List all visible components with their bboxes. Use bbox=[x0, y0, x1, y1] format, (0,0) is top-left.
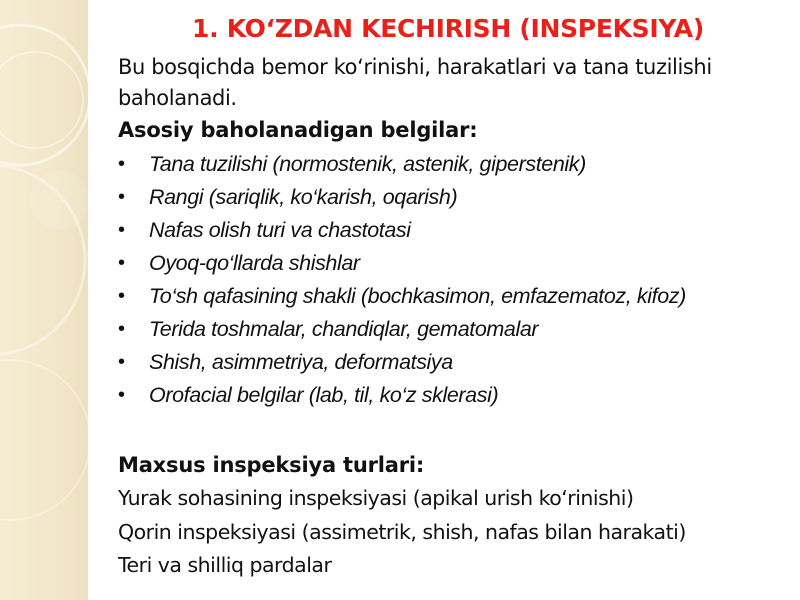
list-item: • Terida toshmalar, chandiqlar, gematomalar bbox=[118, 313, 788, 346]
special-item: Qorin inspeksiyasi (assimetrik, shish, nafas bilan harakati) bbox=[118, 520, 686, 544]
list-item: • To‘sh qafasining shakli (bochkasimon, emfazematoz, kifoz) bbox=[118, 280, 788, 313]
bullet-icon: • bbox=[118, 384, 125, 406]
list-item: • Rangi (sariqlik, ko‘karish, oqarish) bbox=[118, 181, 788, 214]
list-item: • Oyoq-qo‘llarda shishlar bbox=[118, 247, 788, 280]
list-item: • Shish, asimmetriya, deformatsiya bbox=[118, 346, 788, 379]
intro-paragraph: Bu bosqichda bemor ko‘rinishi, harakatlari va tana tuzilishi baholanadi. bbox=[118, 55, 712, 110]
list-item: • Orofacial belgilar (lab, til, ko‘z sklerasi) bbox=[118, 379, 788, 412]
list-item: • Tana tuzilishi (normostenik, astenik, giperstenik) bbox=[118, 148, 788, 181]
special-item: Yurak sohasining inspeksiyasi (apikal urish ko‘rinishi) bbox=[118, 486, 634, 510]
bullet-icon: • bbox=[118, 153, 125, 175]
list-item: • Nafas olish turi va chastotasi bbox=[118, 214, 788, 247]
bullet-icon: • bbox=[118, 351, 125, 373]
slide-title: 1. KO‘ZDAN KECHIRISH (INSPEKSIYA) bbox=[192, 14, 704, 43]
bullet-icon: • bbox=[118, 285, 125, 307]
special-item: Teri va shilliq pardalar bbox=[118, 553, 332, 577]
special-inspection-heading: Maxsus inspeksiya turlari: bbox=[118, 453, 425, 477]
signs-list bbox=[118, 148, 788, 412]
bullet-icon: • bbox=[118, 252, 125, 274]
bullet-icon: • bbox=[118, 219, 125, 241]
main-signs-heading: Asosiy baholanadigan belgilar: bbox=[118, 118, 478, 142]
bullet-icon: • bbox=[118, 318, 125, 340]
bullet-icon: • bbox=[118, 186, 125, 208]
